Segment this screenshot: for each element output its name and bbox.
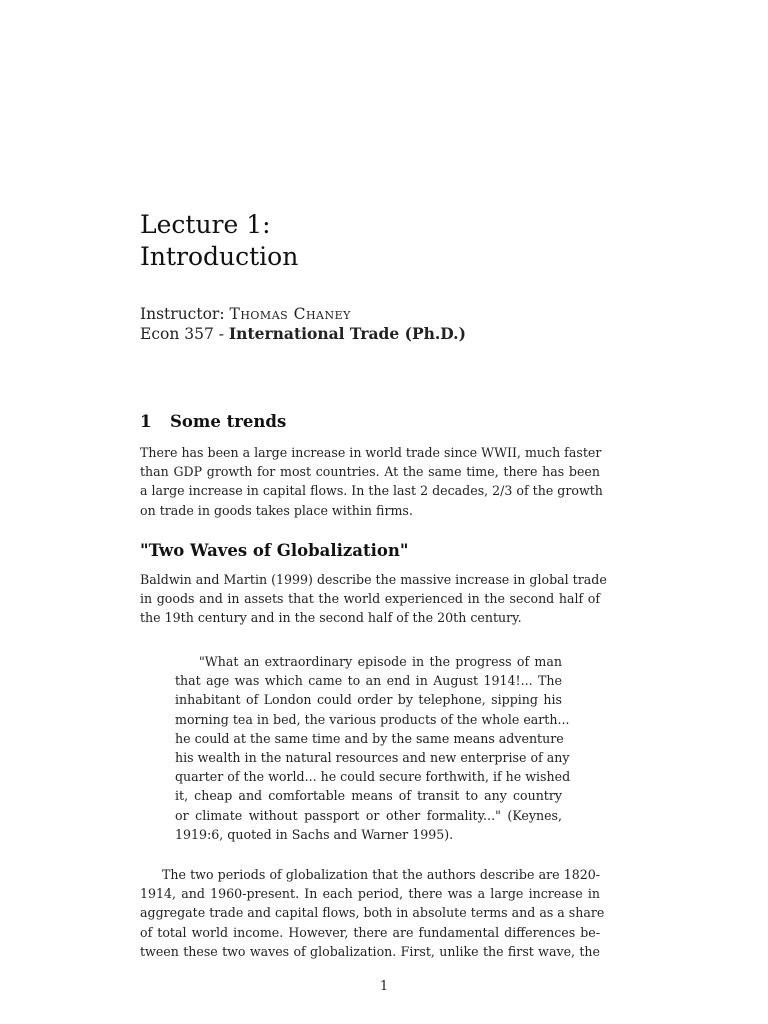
quote-line: or climate without passport or other formality..." (Keynes,	[175, 807, 562, 823]
paragraph-line: tween these two waves of globalization. First, unlike the first wave, the	[140, 943, 600, 959]
course-name: International Trade (Ph.D.)	[228, 324, 466, 343]
quote-line: quarter of the world... he could secure forthwith, if he wished	[175, 769, 571, 785]
quote-line: 1919:6, quoted in Sachs and Warner 1995).	[175, 826, 454, 842]
quote-line: morning tea in bed, the various products of the whole earth...	[175, 711, 570, 727]
title-line-2: Introduction	[140, 242, 299, 271]
quote-line: "What an extraordinary episode in the progress of man	[199, 654, 562, 669]
paragraph-line: The two periods of globalization that the authors describe are 1820-	[162, 867, 600, 882]
section-title: Some trends	[170, 412, 287, 431]
paragraph-line: on trade in goods takes place within firms.	[140, 502, 413, 518]
quote-line: inhabitant of London could order by telephone, sipping his	[175, 692, 562, 708]
section-heading	[140, 412, 286, 431]
instructor-label: Instructor:	[140, 305, 230, 323]
paragraph-line: 1914, and 1960-present. In each period, there was a large increase in	[140, 886, 600, 902]
trends-paragraph	[140, 443, 603, 520]
globalization-paragraph	[140, 570, 607, 628]
paragraph-line: in goods and in assets that the world experienced in the second half of	[140, 591, 600, 607]
paragraph-line: aggregate trade and capital flows, both in absolute terms and as a share	[140, 905, 605, 921]
instructor-name: Thomas Chaney	[229, 305, 351, 323]
paragraph-line: than GDP growth for most countries. At the same time, there has been	[140, 464, 600, 480]
course-code: Econ 357 -	[140, 325, 229, 343]
page-number: 1	[379, 979, 389, 994]
quote-line: his wealth in the natural resources and new enterprise of any	[175, 750, 570, 766]
paragraph-line: There has been a large increase in world trade since WWII, much faster	[140, 445, 602, 460]
keynes-quote	[175, 652, 571, 844]
paragraph-line: Baldwin and Martin (1999) describe the massive increase in global trade	[140, 572, 607, 587]
instructor-line	[140, 304, 466, 324]
course-meta	[140, 304, 466, 344]
subsection-heading: "Two Waves of Globalization"	[140, 541, 409, 560]
periods-paragraph	[140, 865, 605, 961]
section-number: 1	[140, 412, 152, 431]
quote-line: he could at the same time and by the same means adventure	[175, 730, 564, 746]
paragraph-line: of total world income. However, there are fundamental differences be-	[140, 924, 600, 940]
paragraph-line: a large increase in capital flows. In the last 2 decades, 2/3 of the growth	[140, 483, 603, 499]
course-line	[140, 324, 466, 344]
lecture-title	[140, 209, 298, 273]
quote-line: that age was which came to an end in August 1914!... The	[175, 673, 562, 689]
paragraph-line: the 19th century and in the second half of the 20th century.	[140, 610, 522, 626]
quote-line: it, cheap and comfortable means of transit to any country	[175, 788, 562, 804]
title-line-1: Lecture 1:	[140, 210, 271, 239]
